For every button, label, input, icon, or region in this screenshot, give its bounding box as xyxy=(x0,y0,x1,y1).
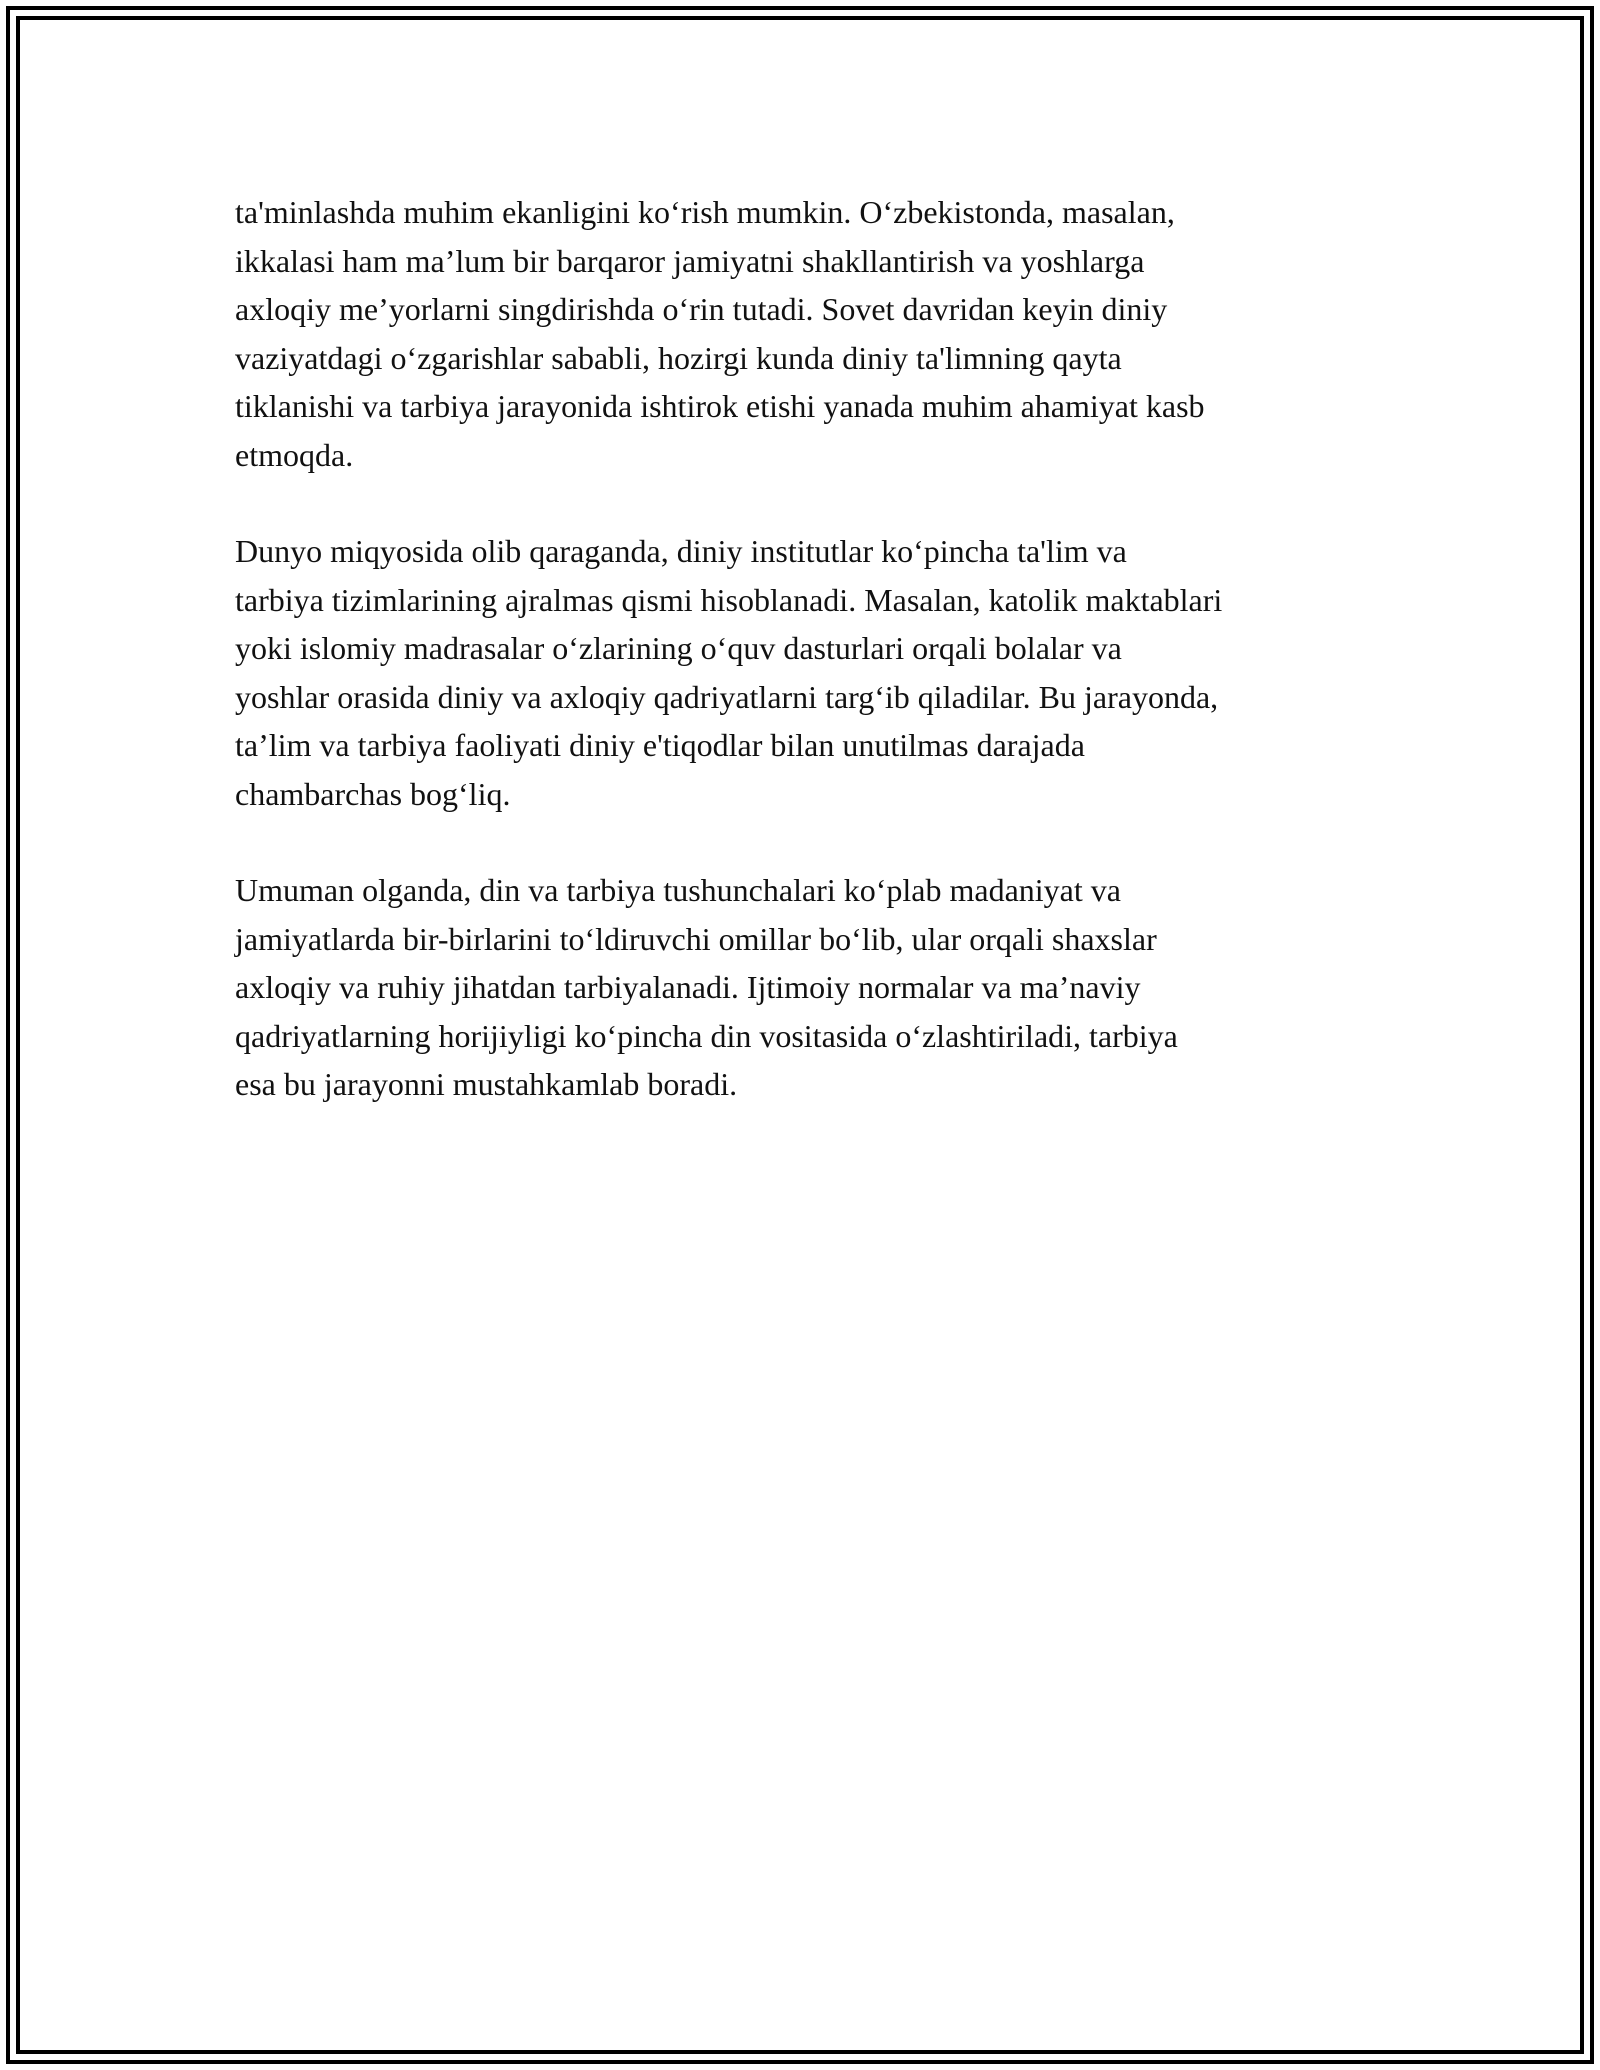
text-line: esa bu jarayonni mustahkamlab boradi. xyxy=(235,1066,738,1102)
text-line: axloqiy me’yorlarni singdirishda o‘rin tutadi. Sovet davridan keyin diniy xyxy=(235,291,1168,327)
paragraph-3 xyxy=(235,866,1375,1109)
text-line: tarbiya tizimlarining ajralmas qismi hisoblanadi. Masalan, katolik maktablari xyxy=(235,581,1223,618)
text-line: yoshlar orasida diniy va axloqiy qadriyatlarni targ‘ib qiladilar. Bu jarayonda, xyxy=(235,678,1219,715)
text-line: yoki islomiy madrasalar o‘zlarining o‘quv dasturlari orqali bolalar va xyxy=(235,630,1122,666)
text-line: qadriyatlarning horijiyligi ko‘pincha din vositasida o‘zlashtiriladi, tarbiya xyxy=(235,1017,1178,1054)
text-line: ta’lim va tarbiya faoliyati diniy e'tiqodlar bilan unutilmas darajada xyxy=(235,727,1085,763)
text-line: axloqiy va ruhiy jihatdan tarbiyalanadi. Ijtimoiy normalar va ma’naviy xyxy=(235,969,1141,1005)
text-line: ta'minlashda muhim ekanligini ko‘rish mumkin. O‘zbekistonda, masalan, xyxy=(235,194,1175,230)
text-line: Dunyo miqyosida olib qaraganda, diniy institutlar ko‘pincha ta'lim va xyxy=(235,533,1127,569)
document-body xyxy=(235,188,1375,1157)
paragraph-1 xyxy=(235,188,1375,479)
text-line: tiklanishi va tarbiya jarayonida ishtirok etishi yanada muhim ahamiyat kasb xyxy=(235,388,1205,424)
text-line: vaziyatdagi o‘zgarishlar sababli, hozirgi kunda diniy ta'limning qayta xyxy=(235,339,1122,376)
text-line: ikkalasi ham ma’lum bir barqaror jamiyatni shakllantirish va yoshlarga xyxy=(235,242,1145,279)
paragraph-2 xyxy=(235,527,1375,818)
text-line: chambarchas bog‘liq. xyxy=(235,775,511,812)
text-line: etmoqda. xyxy=(235,436,354,473)
text-line: jamiyatlarda bir-birlarini to‘ldiruvchi omillar bo‘lib, ular orqali shaxslar xyxy=(235,920,1157,957)
text-line: Umuman olganda, din va tarbiya tushunchalari ko‘plab madaniyat va xyxy=(235,872,1121,908)
